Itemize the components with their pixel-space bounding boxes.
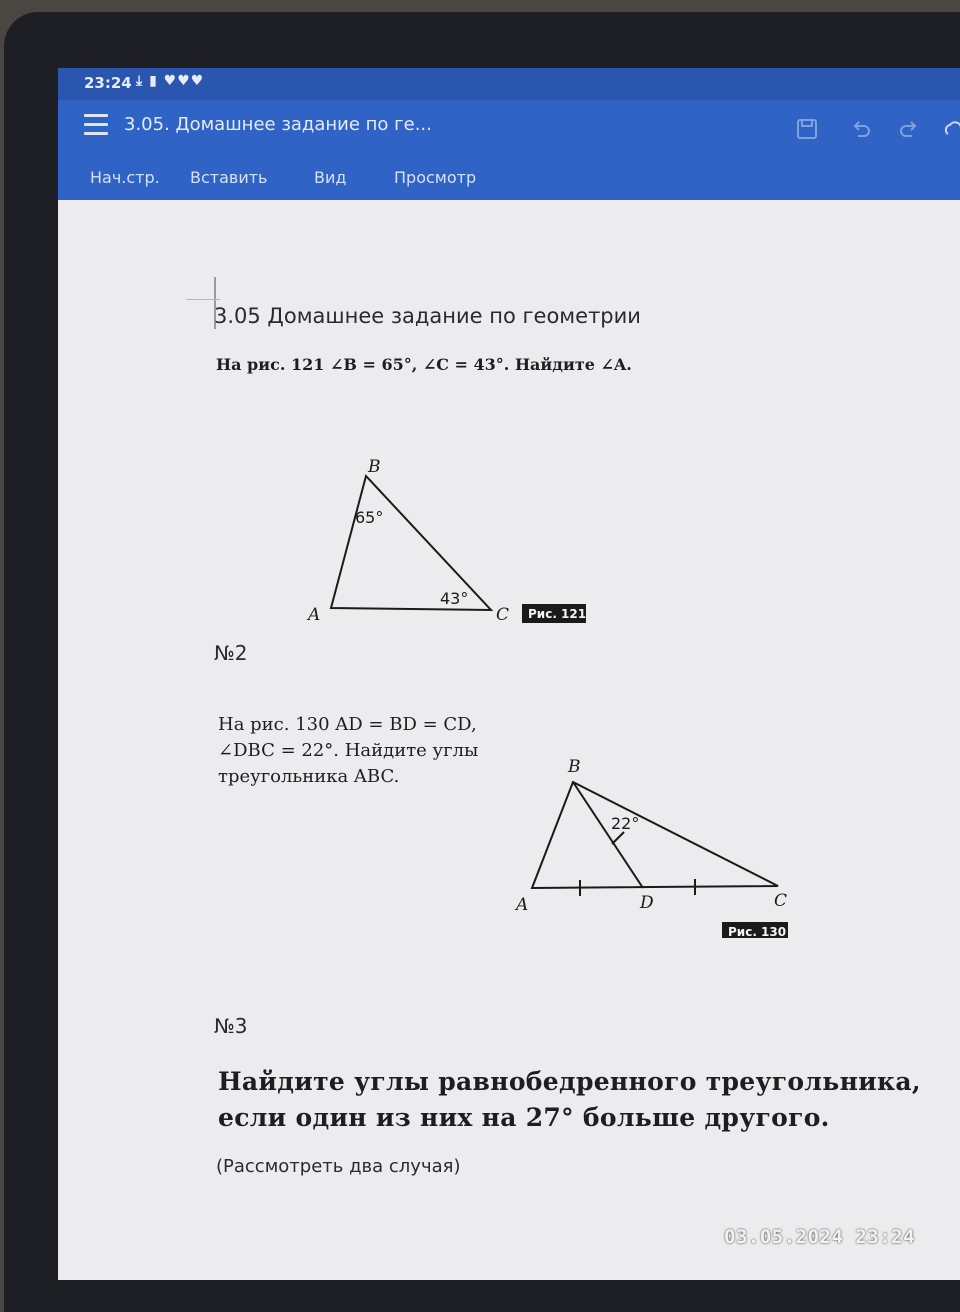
triangle-abc: [532, 782, 778, 888]
angle-dbc-label: 22°: [611, 814, 640, 833]
tab-review[interactable]: Просмотр: [394, 168, 477, 187]
vertex-label-b: B: [568, 757, 581, 777]
margin-guide: [186, 299, 220, 300]
status-icons: [136, 73, 204, 89]
save-icon[interactable]: [796, 118, 818, 140]
battery-icon: ▮: [149, 73, 158, 89]
status-bar: [58, 68, 960, 100]
app-screen: [58, 68, 960, 1280]
vertex-label-c: C: [496, 605, 510, 625]
tab-view[interactable]: Вид: [314, 168, 347, 187]
document-heading: 3.05 Домашнее задание по геометрии: [214, 304, 641, 328]
app-toolbar: [58, 100, 960, 200]
figure-caption: Рис. 130: [728, 925, 787, 939]
vertex-label-b: B: [368, 458, 381, 477]
task2-number: №2: [214, 641, 248, 665]
document-title[interactable]: 3.05. Домашнее задание по ге...: [124, 114, 432, 135]
segment-bd: [573, 782, 643, 888]
document-page[interactable]: [58, 200, 960, 1280]
task3-text: Найдите углы равнобедренного треугольника, если один из них на 27° больше другого.: [218, 1067, 921, 1132]
figure-caption: Рис. 121: [528, 607, 587, 621]
cloud-sync-icon[interactable]: [942, 118, 960, 140]
status-time: 23:24: [84, 74, 132, 92]
figure-130: [510, 750, 810, 940]
ribbon-tabs: [58, 164, 960, 200]
vertex-label-d: D: [640, 893, 654, 913]
hamburger-menu-icon[interactable]: [84, 114, 108, 138]
photo-timestamp: 03.05.2024 23:24: [724, 1226, 916, 1248]
heart-icon: ♥: [163, 73, 178, 89]
tick-mark-bd: [612, 832, 624, 844]
task3-note: (Рассмотреть два случая): [216, 1156, 461, 1177]
redo-icon[interactable]: [898, 118, 920, 140]
tab-home[interactable]: Нач.стр.: [90, 168, 160, 187]
download-icon: ⤓: [136, 73, 144, 89]
vertex-label-c: C: [774, 891, 788, 911]
task3-number: №3: [214, 1014, 248, 1038]
tab-insert[interactable]: Вставить: [190, 168, 268, 187]
figure-121: [298, 458, 598, 638]
angle-b-label: 65°: [355, 508, 384, 527]
angle-c-label: 43°: [440, 589, 469, 608]
undo-icon[interactable]: [850, 118, 872, 140]
vertex-label-a: A: [308, 605, 321, 625]
task1-text: На рис. 121 ∠B = 65°, ∠C = 43°. Найдите ∠A.: [216, 355, 632, 374]
vertex-label-a: A: [516, 895, 529, 915]
heart-icon: ♥: [190, 73, 205, 89]
task2-text: На рис. 130 AD = BD = CD, ∠DBC = 22°. Найдите углы треугольника ABC.: [218, 714, 479, 787]
heart-icon: ♥: [177, 73, 191, 89]
